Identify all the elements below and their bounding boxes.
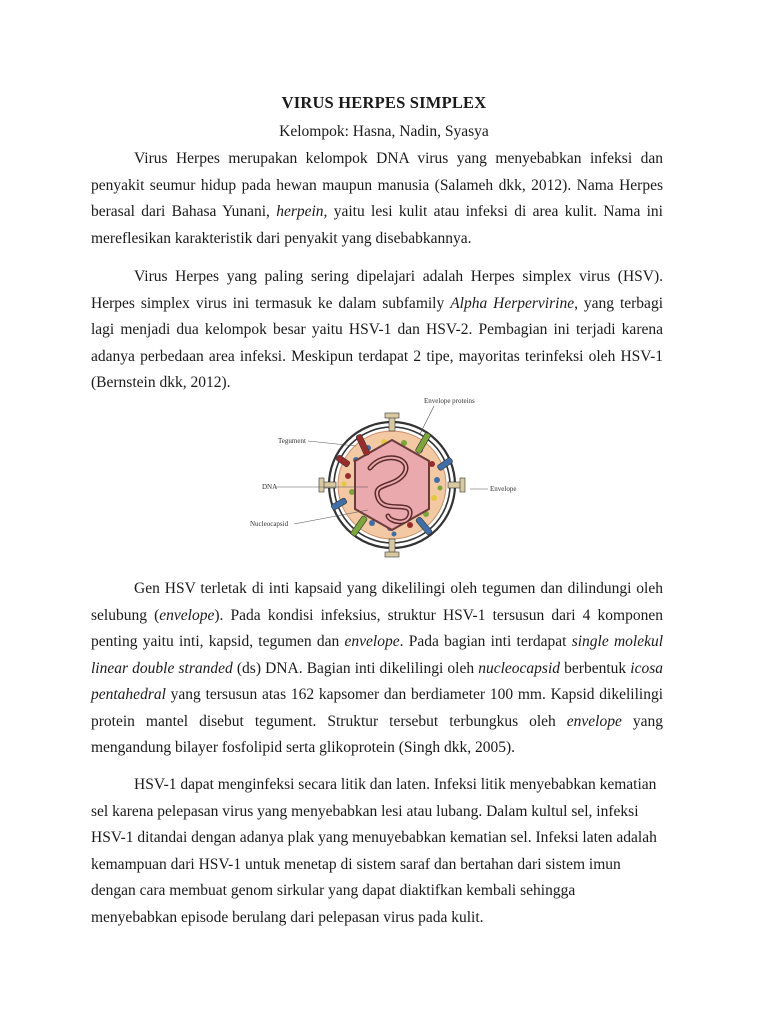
paragraph-hsv-types: Virus Herpes yang paling sering dipelajari adalah Herpes simplex virus (HSV). Herpes simplex virus ini termasuk ke dalam subfamily Alpha Herpervirine, yang terbagi lagi menjadi dua kelompok besar yaitu HSV-1 dan HSV-2. Pembagian ini terjadi karena adanya perbedaan area infeksi. Meskipun terdapat 2 tipe, mayoritas terinfeksi oleh HSV-1 (Bernstein dkk, 2012). [91, 268, 663, 391]
italic-term: envelope [159, 606, 215, 624]
label-tegument: Tegument [278, 437, 306, 445]
paragraph-structure: Gen HSV terletak di inti kapsaid yang dikelilingi oleh tegumen dan dilindungi oleh selubung (envelope). Pada kondisi infeksius, struktur HSV-1 tersusun dari 4 komponen penting yaitu inti, kapsid, tegumen dan envelope. Pada bagian inti terdapat single molekul linear double stranded (ds) DNA. Bagian inti dikelilingi oleh nucleocapsid berbentuk icosa pentahedral yang tersusun atas 162 kapsomer dan berdiameter 100 mm. Kapsid dikelilingi protein mantel disebut tegument. Struktur tersebut terbungkus oleh envelope yang mengandung bilayer fosfolipid serta glikoprotein (Singh dkk, 2005). [91, 580, 664, 756]
italic-term: single molekul linear double stranded [91, 633, 664, 677]
document-authors: Kelompok: Hasna, Nadin, Syasya [279, 123, 489, 140]
label-nucleocapsid: Nucleocapsid [250, 520, 289, 528]
italic-term: envelope [566, 712, 622, 730]
italic-term: icosa pentahedral [91, 659, 663, 703]
document-title: VIRUS HERPES SIMPLEX [281, 93, 487, 112]
paragraph-intro: Virus Herpes merupakan kelompok DNA virus yang menyebabkan infeksi dan penyakit seumur hidup pada hewan maupun manusia (Salameh dkk, 2012). Nama Herpes berasal dari Bahasa Yunani, herpein, yaitu lesi kulit atau infeksi di area kulit. Nama ini mereflesikan karakteristik dari penyakit yang disebabkannya. [91, 150, 663, 247]
herpes-virus-diagram [244, 388, 528, 572]
italic-term: nucleocapsid [478, 659, 561, 677]
italic-term: Alpha Herpervirine [450, 294, 575, 312]
paragraph-infection: HSV-1 dapat menginfeksi secara litik dan laten. Infeksi litik menyebabkan kematian sel karena pelepasan virus yang menyebabkan lesi atau lubang. Dalam kultul sel, infeksi HSV-1 ditandai dengan adanya plak yang menuyebabkan kematian sel. Infeksi laten adalah kemampuan dari HSV-1 untuk menetap di sistem saraf dan bertahan dari sistem imun dengan cara membuat genom sirkular yang dapat diaktifkan kembali sehingga menyebabkan episode berulang dari pelepasan virus pada kulit. [91, 776, 657, 926]
label-envelope: Envelope [490, 485, 517, 493]
label-envelope-proteins: Envelope proteins [424, 397, 475, 405]
italic-term: herpein, [276, 203, 328, 220]
italic-term: envelope [344, 633, 400, 650]
label-dna: DNA [262, 483, 278, 491]
